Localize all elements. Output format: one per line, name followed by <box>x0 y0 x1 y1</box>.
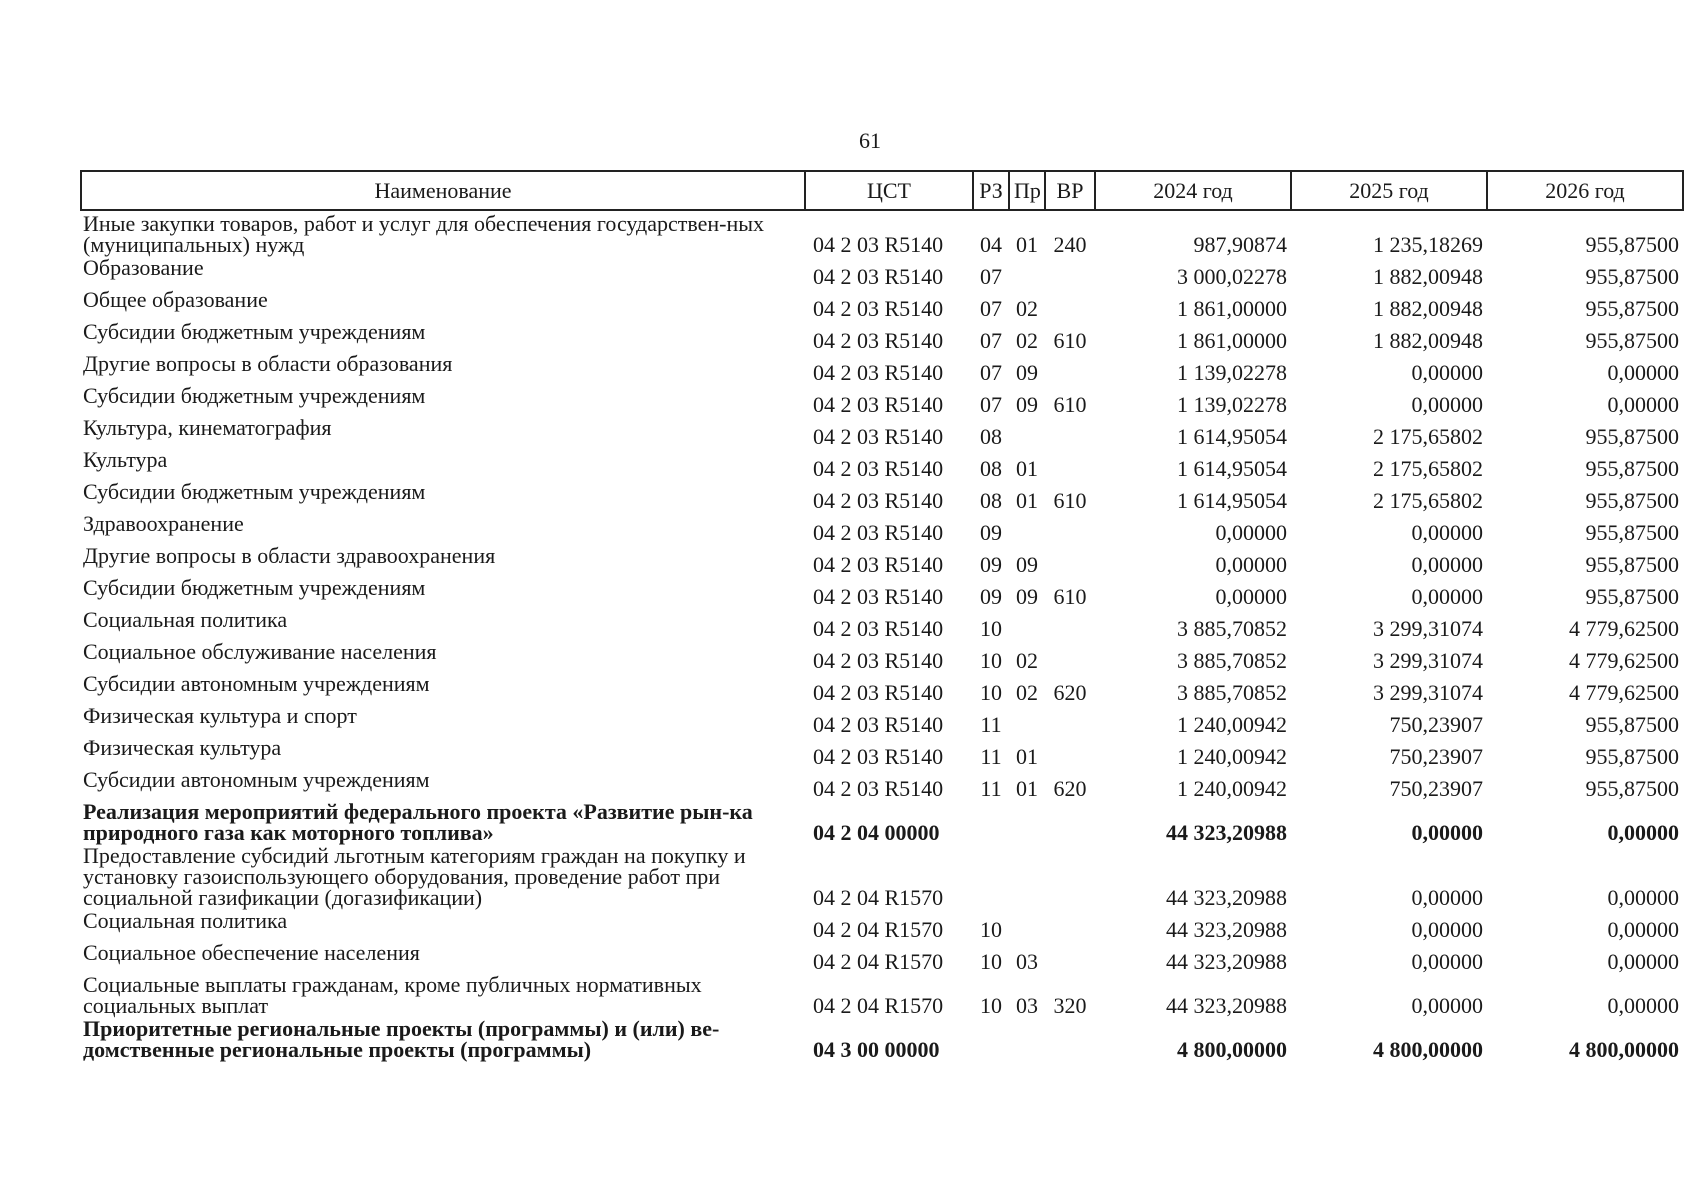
table-row <box>81 735 1683 767</box>
cell-rz: 09 <box>980 520 1002 545</box>
cell-2026: 0,00000 <box>1607 917 1679 942</box>
cell-2024: 1 240,00942 <box>1177 776 1287 801</box>
cell-rz <box>973 843 1009 908</box>
cell-vr <box>1045 255 1095 287</box>
cell-pr: 02 <box>1016 680 1038 705</box>
cell-name: Социальная политика <box>83 607 288 632</box>
cell-name: Реализация мероприятий федерального проекта «Развитие рын-ка природного газа как моторного топлива» <box>83 799 753 845</box>
cell-2024: 44 323,20988 <box>1166 949 1287 974</box>
cell-2026: 955,87500 <box>1585 584 1679 609</box>
table-row <box>81 908 1683 940</box>
cell-pr: 09 <box>1016 392 1038 417</box>
cell-2026: 955,87500 <box>1585 424 1679 449</box>
table-row <box>81 799 1683 843</box>
table-row <box>81 703 1683 735</box>
cell-2026: 0,00000 <box>1607 993 1679 1018</box>
cell-pr <box>1009 1016 1045 1060</box>
cell-2025: 3 299,31074 <box>1373 616 1483 641</box>
table-row <box>81 575 1683 607</box>
cell-name: Социальные выплаты гражданам, кроме публичных нормативных социальных выплат <box>83 972 702 1018</box>
table-row <box>81 940 1683 972</box>
cell-pr <box>1009 703 1045 735</box>
cell-2026: 955,87500 <box>1585 456 1679 481</box>
cell-rz: 11 <box>980 712 1002 737</box>
cell-pr: 01 <box>1016 488 1038 513</box>
cell-pr <box>1009 255 1045 287</box>
cell-name: Культура <box>83 447 168 472</box>
cell-pr: 02 <box>1016 296 1038 321</box>
cell-rz: 10 <box>980 648 1002 673</box>
cell-2026: 0,00000 <box>1607 885 1679 910</box>
cell-2025: 0,00000 <box>1411 917 1483 942</box>
col-header-2025: 2025 год <box>1291 171 1487 210</box>
cell-2024: 1 861,00000 <box>1177 328 1287 353</box>
cell-2024: 3 885,70852 <box>1177 616 1287 641</box>
table-row <box>81 543 1683 575</box>
cell-vr: 610 <box>1053 328 1087 353</box>
cell-vr <box>1045 735 1095 767</box>
cell-name: Предоставление субсидий льготным категориям граждан на покупку и установку газоиспользующего оборудования, проведение работ при социальной газификации (догазификации) <box>83 843 746 910</box>
cell-2025: 0,00000 <box>1411 949 1483 974</box>
cell-2025: 1 235,18269 <box>1373 232 1483 257</box>
cell-pr: 09 <box>1016 360 1038 385</box>
cell-vr: 240 <box>1053 232 1087 257</box>
cell-rz: 07 <box>980 328 1002 353</box>
cell-2025: 0,00000 <box>1411 584 1483 609</box>
cell-pr: 02 <box>1016 648 1038 673</box>
cell-rz: 10 <box>980 616 1002 641</box>
cell-name: Физическая культура <box>83 735 282 760</box>
cell-cst: 04 2 03 R5140 <box>813 456 944 481</box>
col-header-2024: 2024 год <box>1095 171 1291 210</box>
cell-pr <box>1009 843 1045 908</box>
cell-2025: 750,23907 <box>1389 776 1483 801</box>
cell-2026: 955,87500 <box>1585 296 1679 321</box>
cell-pr: 09 <box>1016 584 1038 609</box>
table-row <box>81 972 1683 1016</box>
cell-2025: 1 882,00948 <box>1373 328 1483 353</box>
cell-2024: 44 323,20988 <box>1166 820 1287 845</box>
cell-vr <box>1045 703 1095 735</box>
cell-vr: 320 <box>1053 993 1087 1018</box>
cell-2026: 955,87500 <box>1585 264 1679 289</box>
cell-name: Другие вопросы в области образования <box>83 351 453 376</box>
cell-rz <box>973 799 1009 843</box>
cell-vr: 620 <box>1053 680 1087 705</box>
table-row <box>81 383 1683 415</box>
cell-cst: 04 2 03 R5140 <box>813 552 944 577</box>
cell-pr: 01 <box>1016 456 1038 481</box>
cell-pr: 09 <box>1016 552 1038 577</box>
cell-2026: 0,00000 <box>1607 392 1679 417</box>
table-row <box>81 671 1683 703</box>
cell-2025: 0,00000 <box>1411 392 1483 417</box>
cell-2026: 955,87500 <box>1585 744 1679 769</box>
table-row <box>81 607 1683 639</box>
cell-2026: 4 779,62500 <box>1569 616 1679 641</box>
cell-rz: 07 <box>980 360 1002 385</box>
cell-2024: 0,00000 <box>1215 552 1287 577</box>
cell-rz: 08 <box>980 424 1002 449</box>
cell-vr <box>1045 607 1095 639</box>
cell-2024: 3 885,70852 <box>1177 680 1287 705</box>
cell-2026: 4 779,62500 <box>1569 680 1679 705</box>
cell-2026: 0,00000 <box>1607 949 1679 974</box>
cell-2025: 1 882,00948 <box>1373 264 1483 289</box>
cell-2025: 0,00000 <box>1411 360 1483 385</box>
table-row <box>81 639 1683 671</box>
cell-pr: 01 <box>1016 744 1038 769</box>
cell-2025: 2 175,65802 <box>1373 488 1483 513</box>
cell-cst: 04 3 00 00000 <box>813 1037 940 1062</box>
table-row <box>81 319 1683 351</box>
cell-vr <box>1045 511 1095 543</box>
cell-cst: 04 2 03 R5140 <box>813 232 944 257</box>
cell-2024: 1 861,00000 <box>1177 296 1287 321</box>
cell-2026: 4 800,00000 <box>1569 1037 1679 1062</box>
cell-2026: 955,87500 <box>1585 776 1679 801</box>
page-number: 61 <box>859 128 881 153</box>
cell-2025: 4 800,00000 <box>1373 1037 1483 1062</box>
cell-vr <box>1045 843 1095 908</box>
cell-name: Социальное обслуживание населения <box>83 639 437 664</box>
cell-rz: 09 <box>980 552 1002 577</box>
cell-cst: 04 2 03 R5140 <box>813 424 944 449</box>
cell-rz: 10 <box>980 993 1002 1018</box>
cell-cst: 04 2 03 R5140 <box>813 264 944 289</box>
cell-2024: 1 139,02278 <box>1177 360 1287 385</box>
table-row <box>81 843 1683 908</box>
cell-2025: 1 882,00948 <box>1373 296 1483 321</box>
table-row <box>81 210 1683 255</box>
cell-cst: 04 2 04 R1570 <box>813 949 944 974</box>
cell-rz: 08 <box>980 456 1002 481</box>
cell-vr <box>1045 799 1095 843</box>
col-header-vr: ВР <box>1045 171 1095 210</box>
cell-cst: 04 2 03 R5140 <box>813 520 944 545</box>
cell-rz: 10 <box>980 917 1002 942</box>
cell-2024: 1 240,00942 <box>1177 712 1287 737</box>
table-row <box>81 351 1683 383</box>
table-row <box>81 287 1683 319</box>
table-header <box>81 171 1683 210</box>
cell-rz: 11 <box>980 776 1002 801</box>
col-header-2026: 2026 год <box>1487 171 1683 210</box>
table-row <box>81 447 1683 479</box>
budget-table <box>80 170 1684 1060</box>
cell-2026: 955,87500 <box>1585 552 1679 577</box>
cell-2025: 2 175,65802 <box>1373 456 1483 481</box>
cell-2024: 0,00000 <box>1215 584 1287 609</box>
cell-cst: 04 2 04 R1570 <box>813 917 944 942</box>
cell-2026: 955,87500 <box>1585 712 1679 737</box>
cell-2026: 955,87500 <box>1585 520 1679 545</box>
cell-rz: 07 <box>980 264 1002 289</box>
cell-2024: 1 614,95054 <box>1177 424 1287 449</box>
cell-vr <box>1045 351 1095 383</box>
cell-rz: 10 <box>980 949 1002 974</box>
table-row <box>81 511 1683 543</box>
cell-name: Иные закупки товаров, работ и услуг для обеспечения государствен-ных (муниципальных) нужд <box>83 211 765 257</box>
cell-pr <box>1009 415 1045 447</box>
cell-vr <box>1045 639 1095 671</box>
cell-2025: 750,23907 <box>1389 712 1483 737</box>
cell-2024: 1 240,00942 <box>1177 744 1287 769</box>
cell-name: Образование <box>83 255 204 280</box>
cell-2024: 44 323,20988 <box>1166 885 1287 910</box>
cell-pr <box>1009 511 1045 543</box>
col-header-cst: ЦСТ <box>805 171 973 210</box>
cell-2026: 955,87500 <box>1585 328 1679 353</box>
cell-rz: 08 <box>980 488 1002 513</box>
cell-2024: 3 000,02278 <box>1177 264 1287 289</box>
cell-2025: 0,00000 <box>1411 993 1483 1018</box>
cell-2024: 44 323,20988 <box>1166 993 1287 1018</box>
cell-vr <box>1045 908 1095 940</box>
cell-2025: 3 299,31074 <box>1373 648 1483 673</box>
cell-vr <box>1045 447 1095 479</box>
cell-vr <box>1045 415 1095 447</box>
cell-2025: 0,00000 <box>1411 885 1483 910</box>
cell-2024: 0,00000 <box>1215 520 1287 545</box>
cell-cst: 04 2 04 R1570 <box>813 885 944 910</box>
cell-vr: 620 <box>1053 776 1087 801</box>
cell-vr: 610 <box>1053 584 1087 609</box>
cell-rz: 09 <box>980 584 1002 609</box>
cell-2024: 987,90874 <box>1193 232 1287 257</box>
cell-2024: 1 139,02278 <box>1177 392 1287 417</box>
cell-pr: 03 <box>1016 993 1038 1018</box>
cell-name: Физическая культура и спорт <box>83 703 357 728</box>
cell-rz: 10 <box>980 680 1002 705</box>
col-header-pr: Пр <box>1009 171 1045 210</box>
table-row <box>81 415 1683 447</box>
cell-2025: 0,00000 <box>1411 820 1483 845</box>
cell-pr: 03 <box>1016 949 1038 974</box>
cell-rz <box>973 1016 1009 1060</box>
cell-cst: 04 2 04 R1570 <box>813 993 944 1018</box>
cell-cst: 04 2 03 R5140 <box>813 328 944 353</box>
cell-pr <box>1009 908 1045 940</box>
cell-name: Здравоохранение <box>83 511 244 536</box>
cell-2026: 0,00000 <box>1607 820 1679 845</box>
cell-cst: 04 2 03 R5140 <box>813 744 944 769</box>
cell-name: Субсидии бюджетным учреждениям <box>83 479 426 504</box>
cell-vr <box>1045 287 1095 319</box>
cell-name: Субсидии автономным учреждениям <box>83 767 430 792</box>
cell-pr <box>1009 607 1045 639</box>
cell-cst: 04 2 04 00000 <box>813 820 940 845</box>
cell-rz: 07 <box>980 392 1002 417</box>
cell-cst: 04 2 03 R5140 <box>813 776 944 801</box>
table-row <box>81 479 1683 511</box>
cell-2025: 0,00000 <box>1411 552 1483 577</box>
cell-cst: 04 2 03 R5140 <box>813 648 944 673</box>
cell-name: Общее образование <box>83 287 268 312</box>
col-header-name: Наименование <box>81 171 805 210</box>
cell-name: Культура, кинематография <box>83 415 332 440</box>
cell-cst: 04 2 03 R5140 <box>813 392 944 417</box>
cell-vr <box>1045 543 1095 575</box>
cell-name: Субсидии автономным учреждениям <box>83 671 430 696</box>
cell-2024: 4 800,00000 <box>1177 1037 1287 1062</box>
cell-rz: 11 <box>980 744 1002 769</box>
cell-name: Другие вопросы в области здравоохранения <box>83 543 496 568</box>
cell-2025: 2 175,65802 <box>1373 424 1483 449</box>
table-row <box>81 255 1683 287</box>
cell-2025: 0,00000 <box>1411 520 1483 545</box>
cell-cst: 04 2 03 R5140 <box>813 680 944 705</box>
table-body <box>81 210 1683 1060</box>
cell-cst: 04 2 03 R5140 <box>813 488 944 513</box>
cell-cst: 04 2 03 R5140 <box>813 584 944 609</box>
cell-2025: 3 299,31074 <box>1373 680 1483 705</box>
cell-pr: 01 <box>1016 232 1038 257</box>
cell-2026: 955,87500 <box>1585 232 1679 257</box>
cell-name: Субсидии бюджетным учреждениям <box>83 319 426 344</box>
cell-name: Приоритетные региональные проекты (программы) и (или) ве-домственные региональные проекты (программы) <box>83 1016 720 1062</box>
cell-cst: 04 2 03 R5140 <box>813 616 944 641</box>
cell-name: Субсидии бюджетным учреждениям <box>83 383 426 408</box>
cell-2026: 955,87500 <box>1585 488 1679 513</box>
table-row <box>81 1016 1683 1060</box>
cell-2024: 1 614,95054 <box>1177 456 1287 481</box>
cell-2026: 4 779,62500 <box>1569 648 1679 673</box>
cell-rz: 04 <box>980 232 1002 257</box>
cell-2025: 750,23907 <box>1389 744 1483 769</box>
cell-cst: 04 2 03 R5140 <box>813 712 944 737</box>
cell-rz: 07 <box>980 296 1002 321</box>
table-row <box>81 767 1683 799</box>
cell-2026: 0,00000 <box>1607 360 1679 385</box>
cell-name: Социальное обеспечение населения <box>83 940 420 965</box>
cell-name: Субсидии бюджетным учреждениям <box>83 575 426 600</box>
cell-vr: 610 <box>1053 488 1087 513</box>
cell-pr: 02 <box>1016 328 1038 353</box>
cell-cst: 04 2 03 R5140 <box>813 296 944 321</box>
cell-2024: 44 323,20988 <box>1166 917 1287 942</box>
cell-pr: 01 <box>1016 776 1038 801</box>
cell-2024: 1 614,95054 <box>1177 488 1287 513</box>
cell-2024: 3 885,70852 <box>1177 648 1287 673</box>
cell-cst: 04 2 03 R5140 <box>813 360 944 385</box>
cell-name: Социальная политика <box>83 908 288 933</box>
cell-vr <box>1045 940 1095 972</box>
cell-vr: 610 <box>1053 392 1087 417</box>
col-header-rz: РЗ <box>973 171 1009 210</box>
cell-pr <box>1009 799 1045 843</box>
cell-vr <box>1045 1016 1095 1060</box>
